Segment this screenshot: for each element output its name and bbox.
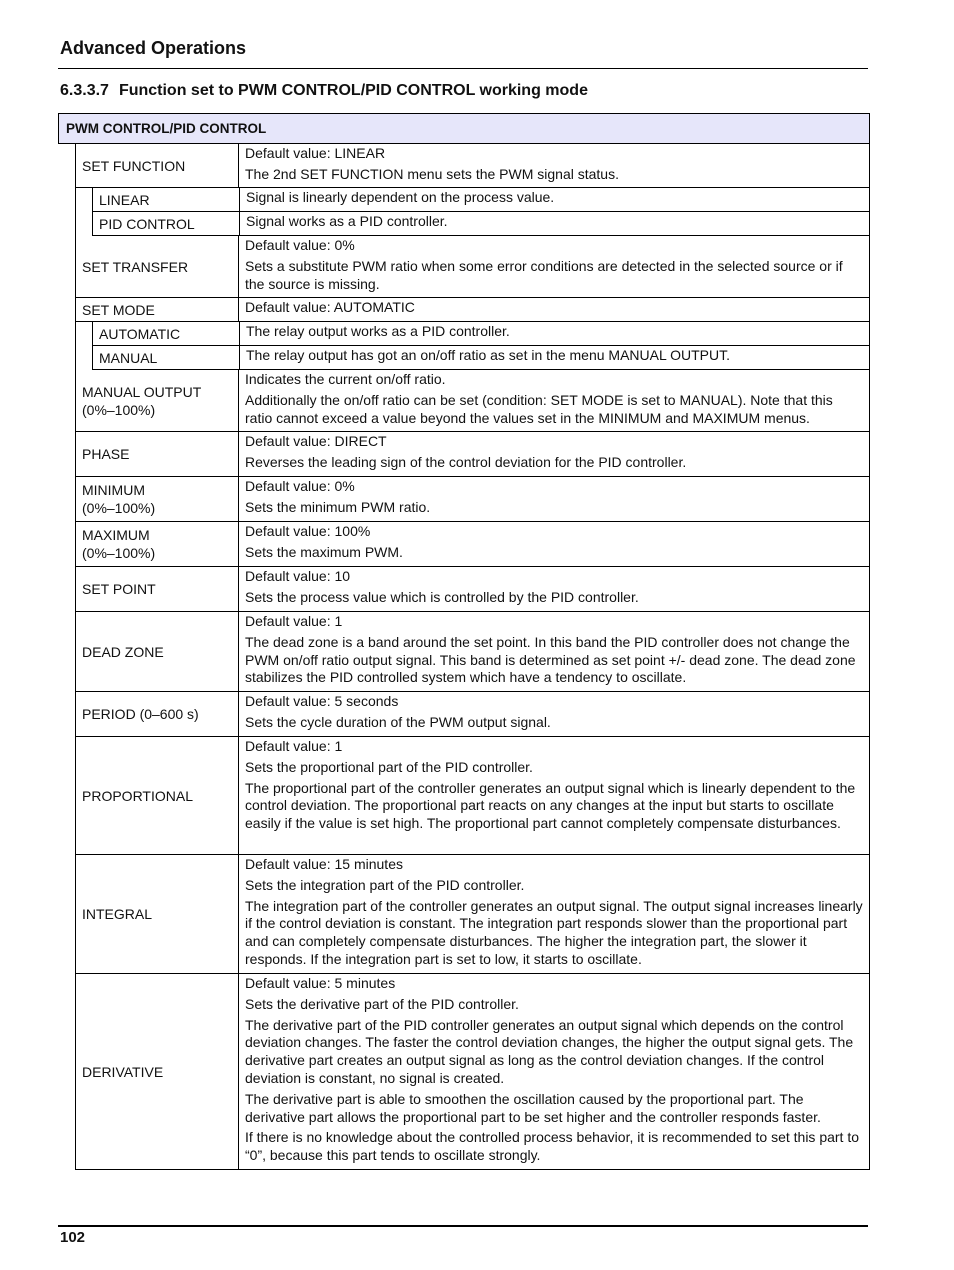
row-label: AUTOMATIC [92, 322, 240, 346]
description-paragraph: Default value: 15 minutes [245, 856, 403, 872]
row-indent [58, 370, 75, 432]
description-paragraph: The 2nd SET FUNCTION menu sets the PWM signal status. [245, 165, 619, 182]
sub-row-indent [75, 322, 92, 346]
row-description [240, 322, 870, 346]
row-label: SET MODE [75, 298, 239, 322]
row-description [239, 855, 870, 974]
row-indent [58, 567, 75, 612]
description-paragraph: Default value: 0% [245, 478, 355, 494]
row-label: INTEGRAL [75, 855, 239, 974]
row-label: LINEAR [92, 188, 240, 212]
description-paragraph: Default value: AUTOMATIC [245, 299, 415, 315]
row-description [239, 612, 870, 692]
row-label: DEAD ZONE [75, 612, 239, 692]
row-description [240, 212, 870, 236]
row-label: SET TRANSFER [75, 236, 239, 298]
table-banner: PWM CONTROL/PID CONTROL [58, 113, 870, 144]
row-description [240, 346, 870, 370]
sub-row-indent [75, 346, 92, 370]
row-label: SET FUNCTION [75, 144, 239, 188]
row-indent [58, 346, 75, 370]
row-description [239, 737, 870, 855]
description-paragraph: The dead zone is a band around the set point. In this band the PID controller does not change the PWM on/off ratio output signal. This band is determined as set point +/- dead zone. The dead zone stabilizes the PID controlled system which have a tendency to oscillate. [245, 633, 856, 686]
description-paragraph: Default value: 5 minutes [245, 975, 396, 991]
row-label: PHASE [75, 432, 239, 477]
row-description [239, 236, 870, 298]
row-indent [58, 298, 75, 322]
description-paragraph: Sets the cycle duration of the PWM output signal. [245, 713, 551, 730]
table-row [58, 477, 870, 522]
description-paragraph: The derivative part of the PID controller generates an output signal which depends on the control deviation changes. The faster the control deviation changes, the higher the output signal gets. The derivative part creates an output signal as long as the control deviation changes. If the control deviation is constant, no signal is created. [245, 1016, 854, 1086]
row-indent [58, 522, 75, 567]
table-row [58, 346, 870, 370]
table-row [58, 855, 870, 974]
row-indent [58, 974, 75, 1170]
description-paragraph: Signal is linearly dependent on the process value. [246, 189, 555, 205]
section-title: Function set to PWM CONTROL/PID CONTROL working mode [118, 82, 588, 99]
row-label: PERIOD (0–600 s) [75, 692, 239, 737]
description-paragraph: If there is no knowledge about the controlled process behavior, it is recommended to set this part to “0”, because this part tends to oscillate strongly. [245, 1129, 860, 1164]
row-description [239, 298, 870, 322]
description-paragraph: Default value: 10 [245, 568, 351, 584]
row-indent [58, 188, 75, 212]
row-label: SET POINT [75, 567, 239, 612]
sub-row-indent [75, 212, 92, 236]
table-row [58, 236, 870, 298]
table-row [58, 298, 870, 322]
row-description [239, 522, 870, 567]
section-number: 6.3.3.7 [60, 82, 109, 99]
row-indent [58, 692, 75, 737]
row-description [239, 144, 870, 188]
row-indent [58, 612, 75, 692]
row-indent [58, 855, 75, 974]
row-label: DERIVATIVE [75, 974, 239, 1170]
row-label: MAXIMUM (0%–100%) [75, 522, 239, 567]
description-paragraph: Default value: 5 seconds [245, 693, 399, 709]
row-indent [58, 322, 75, 346]
description-paragraph: The proportional part of the controller generates an output signal which is linearly dependent to the control deviation. The proportional part reacts on any changes at the input but starts to oscillate easily if the value is set high. The proportional part cannot completely compensate disturbances. [245, 779, 856, 832]
description-paragraph: Default value: 1 [245, 738, 343, 754]
table-row [58, 432, 870, 477]
description-paragraph: Sets the maximum PWM. [245, 543, 403, 560]
row-label: MANUAL OUTPUT (0%–100%) [75, 370, 239, 432]
settings-table [58, 113, 870, 1170]
description-paragraph: Sets the process value which is controlled by the PID controller. [245, 588, 639, 605]
row-indent [58, 236, 75, 298]
row-description [239, 567, 870, 612]
table-row [58, 612, 870, 692]
row-description [239, 477, 870, 522]
row-description [239, 974, 870, 1170]
description-paragraph: Additionally the on/off ratio can be set (condition: SET MODE is set to MANUAL). Note that this ratio cannot exceed a value beyond the values set in the MINIMUM and MAXIMUM menus. [245, 391, 833, 426]
footer-rule [58, 1225, 868, 1227]
header-title: Advanced Operations [60, 38, 247, 58]
description-paragraph: Signal works as a PID controller. [246, 213, 448, 229]
row-indent [58, 432, 75, 477]
table-row [58, 974, 870, 1170]
table-row [58, 737, 870, 855]
header-rule [58, 68, 868, 69]
description-paragraph: The relay output has got an on/off ratio as set in the menu MANUAL OUTPUT. [246, 347, 731, 363]
row-description [239, 692, 870, 737]
description-paragraph: Default value: LINEAR [245, 145, 386, 161]
row-label: PID CONTROL [92, 212, 240, 236]
description-paragraph: Sets the minimum PWM ratio. [245, 498, 431, 515]
description-paragraph: Default value: 100% [245, 523, 371, 539]
table-row [58, 522, 870, 567]
description-paragraph: Indicates the current on/off ratio. [245, 371, 446, 387]
row-description [239, 370, 870, 432]
row-label: MANUAL [92, 346, 240, 370]
description-paragraph: The integration part of the controller generates an output signal. The output signal increases linearly if the control deviation is constant. The integration part responds slower than the proportional part and can completely compensate disturbances. The higher the integration part, the slower it responds. If the integration part is set to low, it starts to oscillate. [245, 897, 863, 967]
table-body [58, 144, 870, 1170]
description-paragraph: Default value: 1 [245, 613, 343, 629]
description-paragraph: Sets the derivative part of the PID controller. [245, 995, 519, 1012]
description-paragraph: Reverses the leading sign of the control deviation for the PID controller. [245, 453, 687, 470]
row-label: MINIMUM (0%–100%) [75, 477, 239, 522]
sub-row-indent [75, 188, 92, 212]
row-description [240, 188, 870, 212]
row-description [239, 432, 870, 477]
table-row [58, 212, 870, 236]
description-paragraph: Sets the integration part of the PID controller. [245, 876, 525, 893]
row-indent [58, 737, 75, 855]
table-row [58, 188, 870, 212]
description-paragraph: Default value: DIRECT [245, 433, 387, 449]
page-number: 102 [60, 1229, 86, 1246]
row-indent [58, 144, 75, 188]
row-label: PROPORTIONAL [75, 737, 239, 855]
table-row [58, 567, 870, 612]
description-paragraph: The derivative part is able to smoothen the oscillation caused by the proportional part. The derivative part allows the proportional part to be set higher and the controller responds faster. [245, 1090, 821, 1125]
table-row [58, 322, 870, 346]
description-paragraph: The relay output works as a PID controller. [246, 323, 510, 339]
table-row [58, 144, 870, 188]
row-indent [58, 477, 75, 522]
section-heading [60, 82, 588, 100]
table-row [58, 692, 870, 737]
description-paragraph: Default value: 0% [245, 237, 355, 253]
description-paragraph: Sets the proportional part of the PID controller. [245, 758, 533, 775]
row-indent [58, 212, 75, 236]
description-paragraph: Sets a substitute PWM ratio when some error conditions are detected in the selected source or if the source is missing. [245, 257, 843, 292]
table-row [58, 370, 870, 432]
